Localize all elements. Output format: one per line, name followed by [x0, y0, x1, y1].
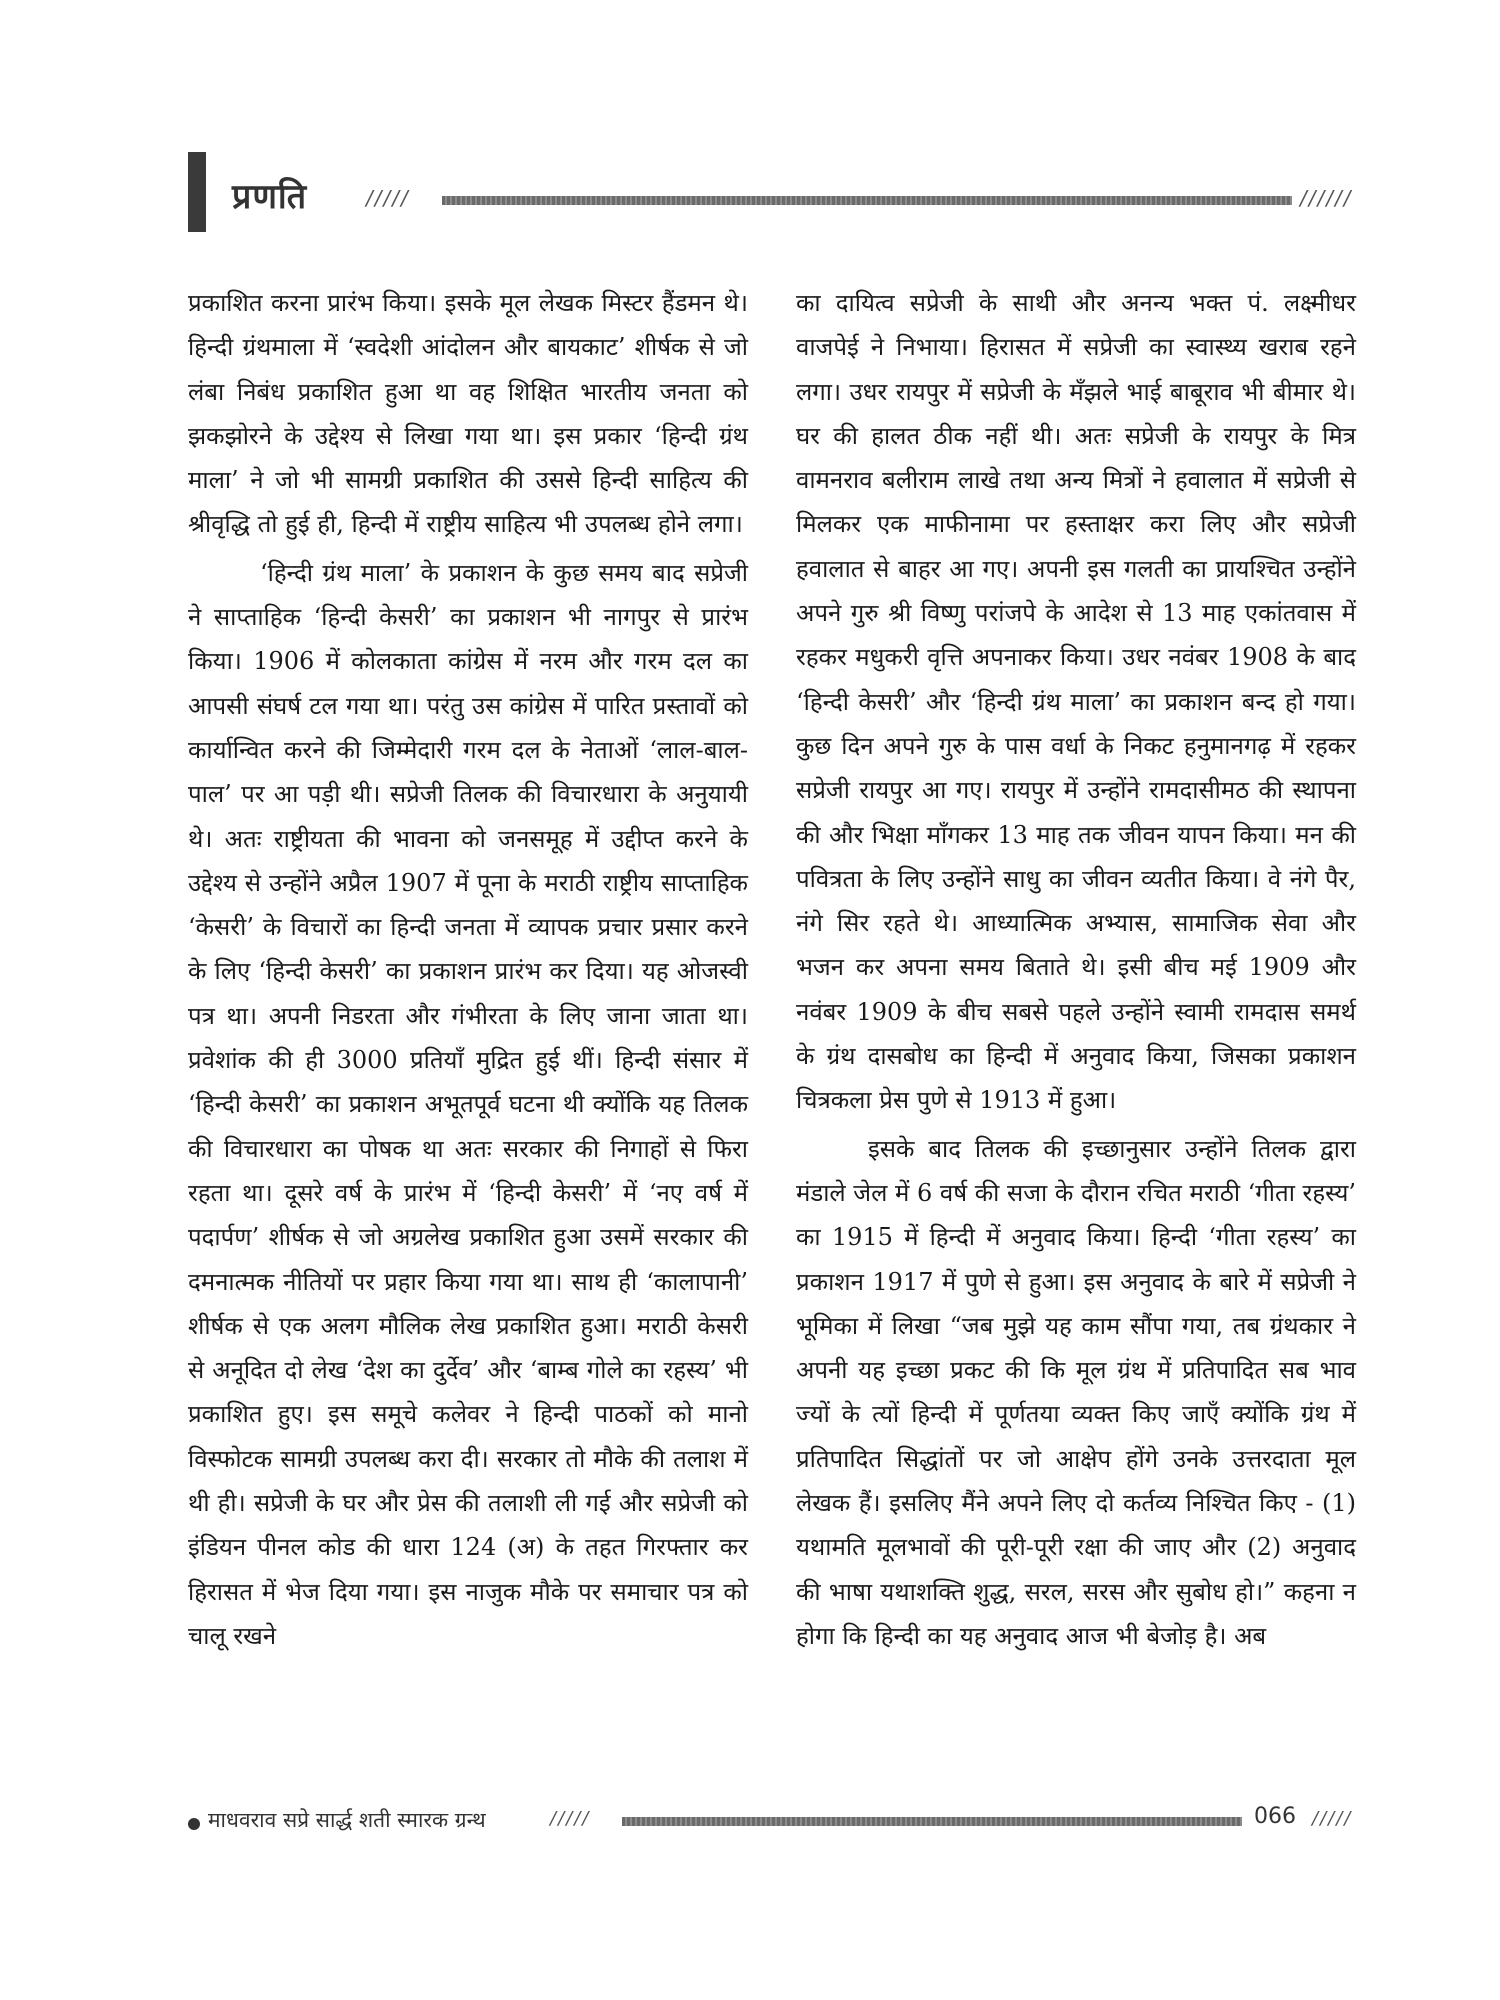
- left-column: [188, 281, 748, 1658]
- footer-slashes-left: /////: [550, 1808, 591, 1829]
- left-paragraph-1: प्रकाशित करना प्रारंभ किया। इसके मूल लेखक मिस्टर हैंडमन थे। हिन्दी ग्रंथमाला में ‘स्वदेशी आंदोलन और बायकाट’ शीर्षक से जो लंबा निबंध प्रकाशित हुआ था वह शिक्षित भारतीय जनता को झकझोरने के उद्देश्य से लिखा गया था। इस प्रकार ‘हिन्दी ग्रंथ माला’ ने जो भी सामग्री प्रकाशित की उससे हिन्दी साहित्य की श्रीवृद्धि तो हुई ही, हिन्दी में राष्ट्रीय साहित्य भी उपलब्ध होने लगा।: [188, 289, 748, 539]
- header-rule: [442, 196, 1292, 205]
- footer-slashes-right: /////: [1312, 1808, 1353, 1829]
- section-title: प्रणति: [232, 177, 308, 217]
- footer-rule: [622, 1817, 1242, 1826]
- right-paragraph-1: का दायित्व सप्रेजी के साथी और अनन्य भक्त पं. लक्ष्मीधर वाजपेई ने निभाया। हिरासत में सप्रेजी का स्वास्थ्य खराब रहने लगा। उधर रायपुर में सप्रेजी के मँझले भाई बाबूराव भी बीमार थे। घर की हालत ठीक नहीं थी। अतः सप्रेजी के रायपुर के मित्र वामनराव बलीराम लाखे तथा अन्य मित्रों ने हवालात में सप्रेजी से मिलकर एक माफीनामा पर हस्ताक्षर करा लिए और सप्रेजी हवालात से बाहर आ गए। अपनी इस गलती का प्रायश्चित उन्होंने अपने गुरु श्री विष्णु परांजपे के आदेश से 13 माह एकांतवास में रहकर मधुकरी वृत्ति अपनाकर किया। उधर नवंबर 1908 के बाद ‘हिन्दी केसरी’ और ‘हिन्दी ग्रंथ माला’ का प्रकाशन बन्द हो गया। कुछ दिन अपने गुरु के पास वर्धा के निकट हनुमानगढ़ में रहकर सप्रेजी रायपुर आ गए। रायपुर में उन्होंने रामदासीमठ की स्थापना की और भिक्षा माँगकर 13 माह तक जीवन यापन किया। मन की पवित्रता के लिए उन्होंने साधु का जीवन व्यतीत किया। वे नंगे पैर, नंगे सिर रहते थे। आध्यात्मिक अभ्यास, सामाजिक सेवा और भजन कर अपना समय बिताते थे। इसी बीच मई 1909 और नवंबर 1909 के बीच सबसे पहले उन्होंने स्वामी रामदास समर्थ के ग्रंथ दासबोध का हिन्दी में अनुवाद किया, जिसका प्रकाशन चित्रकला प्रेस पुणे से 1913 में हुआ।: [796, 289, 1356, 1115]
- left-paragraph-2: ‘हिन्दी ग्रंथ माला’ के प्रकाशन के कुछ समय बाद सप्रेजी ने साप्ताहिक ‘हिन्दी केसरी’ का प्रकाशन भी नागपुर से प्रारंभ किया। 1906 में कोलकाता कांग्रेस में नरम और गरम दल का आपसी संघर्ष टल गया था। परंतु उस कांग्रेस में पारित प्रस्तावों को कार्यान्वित करने की जिम्मेदारी गरम दल के नेताओं ‘लाल-बाल-पाल’ पर आ पड़ी थी। सप्रेजी तिलक की विचारधारा के अनुयायी थे। अतः राष्ट्रीयता की भावना को जनसमूह में उद्दीप्त करने के उद्देश्य से उन्होंने अप्रैल 1907 में पूना के मराठी राष्ट्रीय साप्ताहिक ‘केसरी’ के विचारों का हिन्दी जनता में व्यापक प्रचार प्रसार करने के लिए ‘हिन्दी केसरी’ का प्रकाशन प्रारंभ कर दिया। यह ओजस्वी पत्र था। अपनी निडरता और गंभीरता के लिए जाना जाता था। प्रवेशांक की ही 3000 प्रतियाँ मुद्रित हुई थीं। हिन्दी संसार में ‘हिन्दी केसरी’ का प्रकाशन अभूतपूर्व घटना थी क्योंकि यह तिलक की विचारधारा का पोषक था अतः सरकार की निगाहों से फिरा रहता था। दूसरे वर्ष के प्रारंभ में ‘हिन्दी केसरी’ में ‘नए वर्ष में पदार्पण’ शीर्षक से जो अग्रलेख प्रकाशित हुआ उसमें सरकार की दमनात्मक नीतियों पर प्रहार किया गया था। साथ ही ‘कालापानी’ शीर्षक से एक अलग मौलिक लेख प्रकाशित हुआ। मराठी केसरी से अनूदित दो लेख ‘देश का दुर्देव’ और ‘बाम्ब गोले का रहस्य’ भी प्रकाशित हुए। इस समूचे कलेवर ने हिन्दी पाठकों को मानो विस्फोटक सामग्री उपलब्ध करा दी। सरकार तो मौके की तलाश में थी ही। सप्रेजी के घर और प्रेस की तलाशी ली गई और सप्रेजी को इंडियन पीनल कोड की धारा 124 (अ) के तहत गिरफ्तार कर हिरासत में भेज दिया गया। इस नाजुक मौके पर समाचार पत्र को चालू रखने: [188, 558, 748, 1650]
- right-paragraph-2: इसके बाद तिलक की इच्छानुसार उन्होंने तिलक द्वारा मंडाले जेल में 6 वर्ष की सजा के दौरान रचित मराठी ‘गीता रहस्य’ का 1915 में हिन्दी में अनुवाद किया। हिन्दी ‘गीता रहस्य’ का प्रकाशन 1917 में पुणे से हुआ। इस अनुवाद के बारे में सप्रेजी ने भूमिका में लिखा “जब मुझे यह काम सौंपा गया, तब ग्रंथकार ने अपनी यह इच्छा प्रकट की कि मूल ग्रंथ में प्रतिपादित सब भाव ज्यों के त्यों हिन्दी में पूर्णतया व्यक्त किए जाएँ क्योंकि ग्रंथ में प्रतिपादित सिद्धांतों पर जो आक्षेप होंगे उनके उत्तरदाता मूल लेखक हैं। इसलिए मैंने अपने लिए दो कर्तव्य निश्चित किए - (1) यथामति मूलभावों की पूरी-पूरी रक्षा की जाए और (2) अनुवाद की भाषा यथाशक्ति शुद्ध, सरल, सरस और सुबोध हो।” कहना न होगा कि हिन्दी का यह अनुवाद आज भी बेजोड़ है। अब: [796, 1134, 1356, 1650]
- header-slashes-right: //////: [1300, 186, 1353, 210]
- footer-book-title: माधवराव सप्रे सार्द्ध शती स्मारक ग्रन्थ: [208, 1808, 486, 1832]
- header-slashes-left: /////: [366, 186, 410, 210]
- right-column: [796, 281, 1356, 1658]
- header-accent-bar: [188, 152, 206, 232]
- page-number: 066: [1254, 1804, 1296, 1829]
- footer-bullet-icon: [188, 1818, 200, 1830]
